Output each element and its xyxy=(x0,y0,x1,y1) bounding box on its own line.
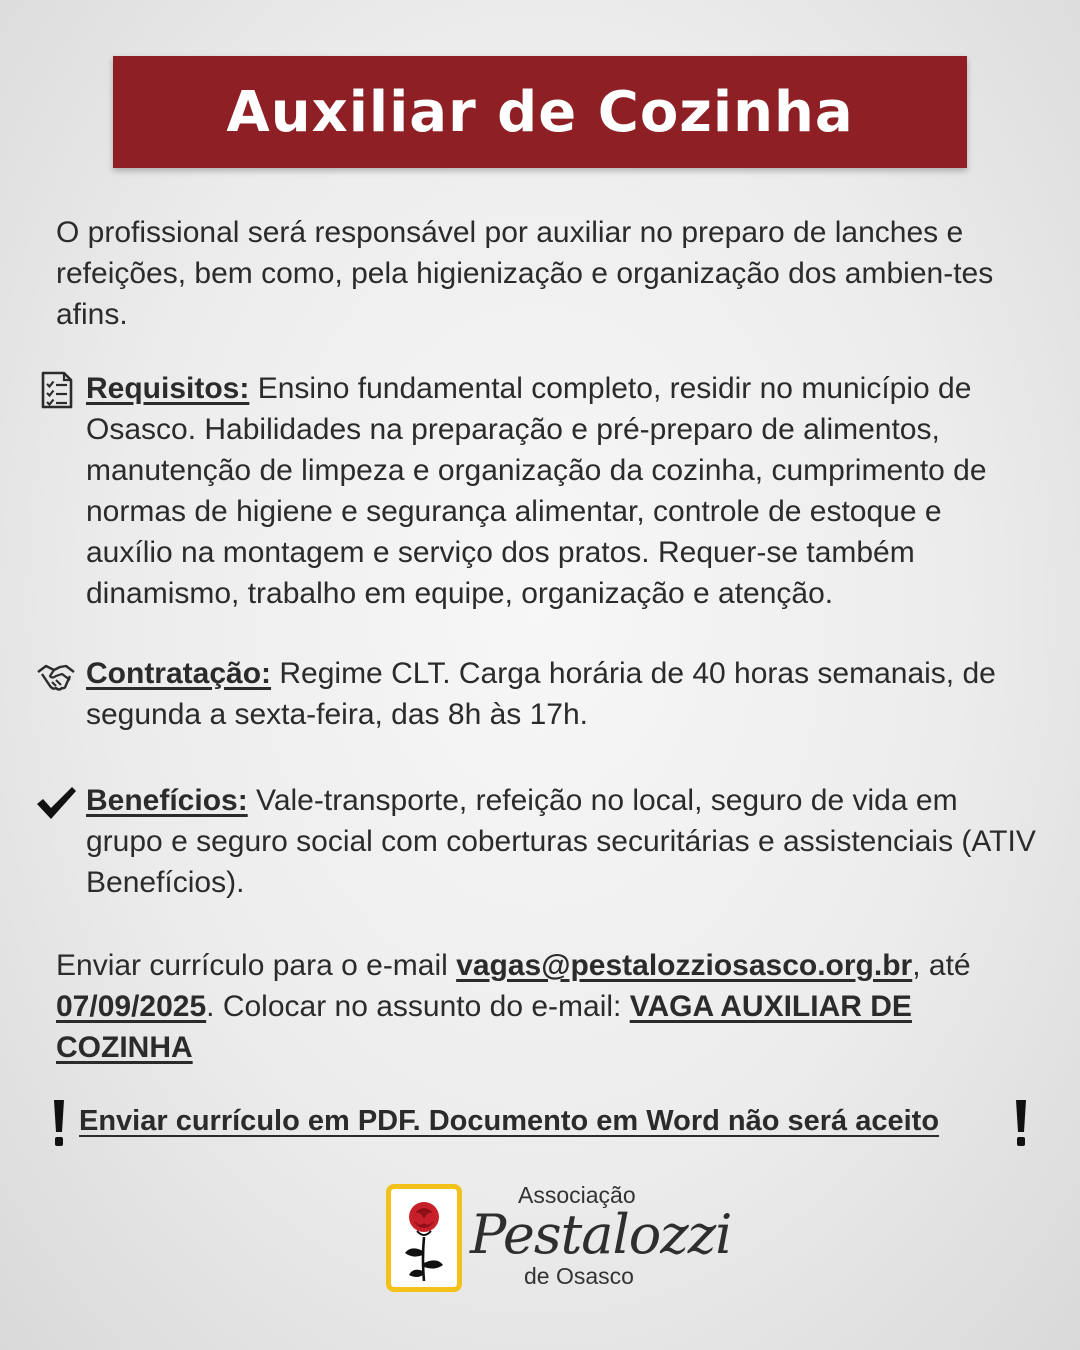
checklist-icon xyxy=(40,370,74,410)
section-label: Requisitos: xyxy=(86,372,250,405)
section-text: Regime CLT. Carga horária de 40 horas semanais, de segunda a sexta-feira, das 8h às 17h. xyxy=(86,657,996,731)
pdf-warning: Enviar currículo em PDF. Documento em Word não será aceito xyxy=(79,1105,940,1137)
exclamation-icon xyxy=(1014,1098,1028,1148)
page-title: Auxiliar de Cozinha xyxy=(226,79,854,145)
application-instructions xyxy=(56,945,1026,1068)
section-text: Vale-transporte, refeição no local, seguro de vida em grupo e seguro social com coberturas securitárias e assistenciais (ATIV Benefícios). xyxy=(86,784,1036,899)
section-contratacao xyxy=(86,653,1036,735)
apply-prefix: Enviar currículo para o e-mail xyxy=(56,949,457,982)
deadline-date: 07/09/2025 xyxy=(56,990,207,1023)
intro-paragraph: O profissional será responsável por auxiliar no preparo de lanches e refeições, bem como, pela higienização e organização dos ambien-tes afins. xyxy=(56,216,994,331)
checkmark-icon xyxy=(34,784,78,822)
handshake-icon xyxy=(36,662,76,696)
logo-association-text: Associação xyxy=(518,1182,636,1208)
section-label: Benefícios: xyxy=(86,784,248,817)
section-beneficios xyxy=(86,780,1036,903)
logo-emblem xyxy=(386,1184,462,1292)
apply-mid: , até xyxy=(912,949,971,982)
section-label: Contratação: xyxy=(86,657,272,690)
logo-name-text: Pestalozzi xyxy=(470,1203,732,1266)
title-banner xyxy=(113,56,967,168)
section-text: Ensino fundamental completo, residir no município de Osasco. Habilidades na preparação e pré-preparo de alimentos, manutenção de limpeza e organização da cozinha, cumprimento de normas de higiene e segurança alimentar, controle de estoque e auxílio na montagem e serviço dos pratos. Requer-se também dinamismo, trabalho em equipe, organização e atenção. xyxy=(86,372,987,610)
apply-subject-prefix: . Colocar no assunto do e-mail: xyxy=(206,990,630,1023)
rose-icon xyxy=(391,1189,457,1287)
section-requisitos xyxy=(86,368,1036,614)
exclamation-icon xyxy=(52,1098,66,1148)
email-link[interactable]: vagas@pestalozziosasco.org.br xyxy=(456,949,913,982)
logo-city-text: de Osasco xyxy=(524,1263,634,1289)
email-subject: VAGA AUXILIAR DE COZINHA xyxy=(56,990,912,1064)
